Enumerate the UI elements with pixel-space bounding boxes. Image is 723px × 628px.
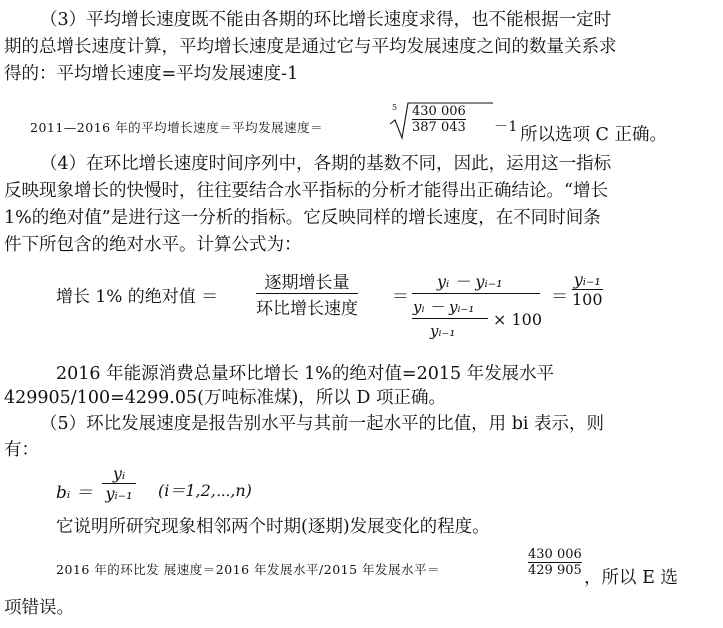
formula4-denominator: 429 905 [528,563,582,578]
formula3-condition: (i＝1,2,⋯,n) [158,481,252,500]
formula3-lhs: bᵢ ＝ [56,483,93,503]
formula2-frac1-numerator: 逐期增长量 [264,273,350,293]
formula3-fraction [102,464,136,503]
formula1-lhs: 2011—2016 年的平均增长速度＝平均发展速度＝ [30,120,324,135]
formula2-lhs: 增长 1% 的绝对值 ＝ [56,287,219,307]
formula2-fraction3 [572,270,603,309]
formula2-frac2-inner-denominator: yᵢ₋₁ [430,322,456,340]
para4-line3: 1%的绝对值”是进行这一分析的指标。它反映同样的增长速度，在不同时间条 [4,208,601,228]
para4-line4: 件下所包含的绝对水平。计算公式为： [4,235,302,255]
formula1-tail: 所以选项 C 正确。 [520,125,668,145]
para4-line1: （4）在环比增长速度时间序列中，各期的基数不同，因此，运用这一指标 [40,154,612,174]
para5-line2: 有： [4,440,39,460]
para4-line2: 反映现象增长的快慢时，往往要结合水平指标的分析才能得出正确结论。“增长 [4,181,608,201]
formula2-frac3-numerator: yᵢ₋₁ [573,270,601,289]
formula1-minus-one: －1 [494,119,518,135]
formula2-fraction1 [256,268,358,319]
formula4-lhs: 2016 年的环比发 展速度＝2016 年发展水平/2015 年发展水平＝ [56,562,441,577]
para3-line3: 得的：平均增长速度=平均发展速度-1 [4,64,299,84]
formula2-frac3-denominator: 100 [572,290,603,309]
para5b-line1: 它说明所研究现象相邻两个时期(逐期)发展变化的程度。 [56,517,490,537]
formula2-frac2-numerator: yᵢ － yᵢ₋₁ [437,272,503,291]
formula1-denominator: 387 043 [412,120,466,135]
para5-line1: （5）环比发展速度是报告别水平与其前一起水平的比值，用 bi 表示，则 [40,414,605,434]
formula2-frac2-times: × 100 [493,310,543,329]
formula3-numerator: yᵢ [112,464,126,483]
para2016-line1: 2016 年能源消费总量环比增长 1%的绝对值=2015 年发展水平 [56,364,555,384]
formula4-tail2: 项错误。 [4,598,74,618]
formula2-eq2: ＝ [551,287,568,307]
formula1-fraction [412,104,466,135]
para2016-line2: 429905/100=4299.05(万吨标准煤)，所以 D 项正确。 [4,388,446,408]
para3-line2: 期的总增长速度计算，平均增长速度是通过它与平均发展速度之间的数量关系求 [4,37,617,57]
formula2-frac1-denominator: 环比增长速度 [256,299,358,319]
formula2-frac2-inner-numerator: yᵢ － yᵢ₋₁ [413,298,475,316]
para3-line1: （3）平均增长速度既不能由各期的环比增长速度求得，也不能根据一定时 [40,10,612,30]
formula2-frac2-bar [412,293,540,294]
formula4-fraction [528,547,582,578]
formula2-frac2-inner-bar [412,318,488,319]
formula1-numerator: 430 006 [412,104,466,119]
formula4-numerator: 430 006 [528,547,582,562]
formula4-tail: ，所以 E 选 [584,568,678,588]
formula2-eq: ＝ [392,287,409,307]
formula1-root-index: 5 [392,103,398,112]
formula3-denominator: yᵢ₋₁ [105,484,133,503]
